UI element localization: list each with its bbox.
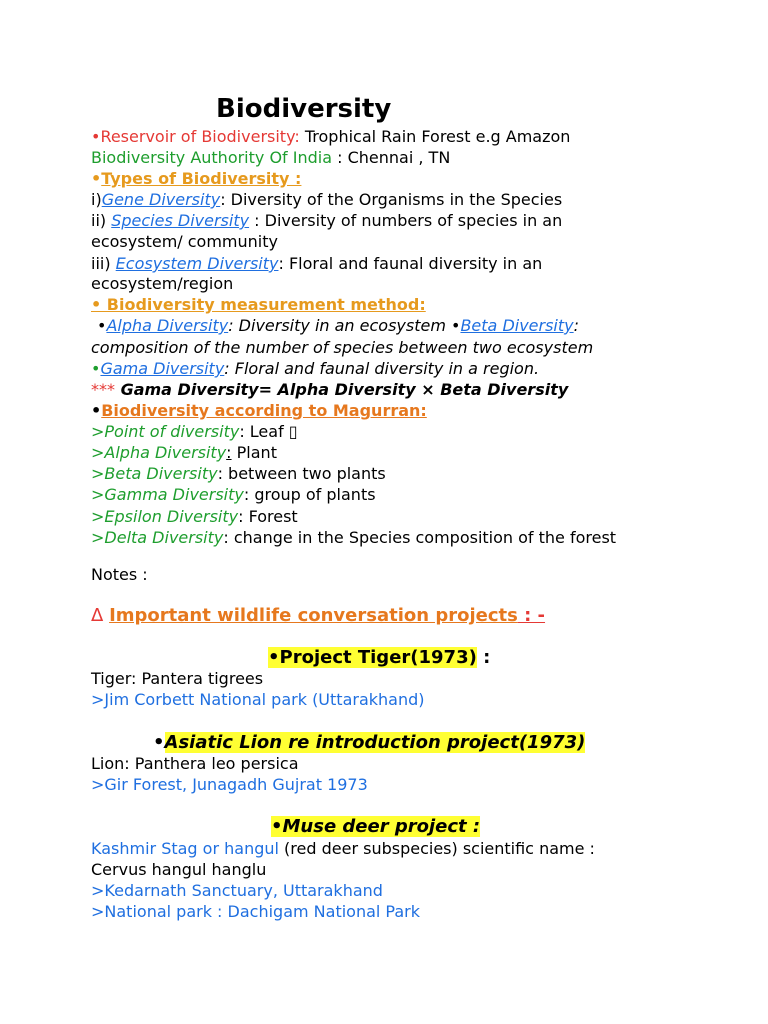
alpha-text: : Diversity in an ecosystem	[228, 316, 452, 335]
hangul-label: Kashmir Stag or hangul	[91, 839, 279, 858]
notes-label: Notes :	[91, 565, 148, 584]
magurran-label: >Gamma Diversity	[91, 485, 244, 504]
sep: :	[239, 422, 245, 441]
bullet: •	[91, 359, 101, 378]
type-item-gene	[91, 190, 562, 210]
sep: :	[226, 443, 232, 462]
alpha-diversity-link[interactable]: Alpha Diversity	[106, 316, 229, 335]
gama-text: : Floral and faunal diversity in a region.	[224, 359, 540, 378]
formula-line	[91, 380, 568, 400]
beta-cont-line: composition of the number of species between two ecosystem	[91, 338, 594, 357]
magurran-label: >Beta Diversity	[91, 464, 218, 483]
projects-heading-tail: : -	[517, 605, 546, 626]
ecosystem-diversity-link[interactable]: Ecosystem Diversity	[115, 254, 279, 273]
sep: :	[243, 485, 250, 504]
project-deer-title	[271, 815, 480, 839]
type-prefix: iii)	[91, 254, 116, 273]
formula-text: Gama Diversity= Alpha Diversity × Beta Diversity	[115, 380, 569, 399]
deer-line4: >National park : Dachigam National Park	[91, 902, 421, 921]
magurran-item	[91, 485, 376, 505]
reservoir-line	[91, 127, 570, 147]
beta-diversity-link[interactable]: Beta Diversity	[460, 316, 574, 335]
tiger-title-colon: :	[476, 647, 491, 668]
magurran-item	[91, 507, 298, 527]
bullet: •	[97, 316, 107, 335]
beta-text: :	[573, 316, 580, 335]
lion-line2: >Gir Forest, Junagadh Gujrat 1973	[91, 775, 368, 794]
deer-line1-text: (red deer subspecies) scientific name :	[278, 839, 595, 858]
sep: :	[238, 507, 244, 526]
type-item-ecosystem	[91, 254, 542, 274]
formula-stars: ***	[91, 380, 115, 399]
sep: :	[223, 528, 229, 547]
magurran-label: >Delta Diversity	[91, 528, 224, 547]
lion-bullet: •	[153, 732, 165, 753]
types-heading	[91, 169, 301, 189]
project-lion-title	[153, 731, 585, 755]
magurran-text: Plant	[231, 443, 277, 462]
deer-title-text: •Muse deer project :	[271, 816, 481, 837]
type-item-ecosystem-cont: ecosystem/region	[91, 274, 234, 293]
tiger-title-text: •Project Tiger(1973)	[268, 647, 477, 668]
reservoir-value: Trophical Rain Forest e.g Amazon	[299, 127, 571, 146]
magurran-item	[91, 422, 298, 442]
magurran-text: Forest	[243, 507, 298, 526]
magurran-item	[91, 528, 616, 548]
magurran-label: >Alpha Diversity	[91, 443, 227, 462]
magurran-heading-text: Biodiversity according to Magurran:	[101, 401, 427, 420]
tiger-line2: >Jim Corbett National park (Uttarakhand)	[91, 690, 425, 709]
tiger-line1: Tiger: Pantera tigrees	[91, 669, 264, 688]
magurran-item	[91, 464, 386, 484]
type-text: : Diversity of the Organisms in the Species	[220, 190, 563, 209]
type-text: : Diversity of numbers of species in an	[249, 211, 563, 230]
deer-line2: Cervus hangul hanglu	[91, 860, 267, 879]
projects-heading	[91, 604, 545, 628]
sep: :	[217, 464, 223, 483]
deer-line1	[91, 839, 595, 859]
alpha-beta-line	[97, 316, 579, 336]
measurement-heading: • Biodiversity measurement method:	[91, 295, 426, 314]
type-text: : Floral and faunal diversity in an	[278, 254, 543, 273]
magurran-text: change in the Species composition of the forest	[228, 528, 617, 547]
gama-line	[91, 359, 539, 379]
type-item-species-cont: ecosystem/ community	[91, 232, 278, 251]
magurran-text: Leaf ▯	[244, 422, 298, 441]
type-prefix: ii)	[91, 211, 112, 230]
magurran-label: >Point of diversity	[91, 422, 240, 441]
gene-diversity-link[interactable]: Gene Diversity	[101, 190, 221, 209]
type-prefix: i)	[91, 190, 102, 209]
types-bullet: •	[91, 169, 102, 188]
types-heading-text: Types of Biodiversity :	[101, 169, 302, 188]
magurran-text: between two plants	[222, 464, 386, 483]
authority-label: Biodiversity Authority Of India	[91, 148, 333, 167]
type-item-species	[91, 211, 562, 231]
authority-value: : Chennai , TN	[332, 148, 451, 167]
projects-heading-text: Important wildlife conversation projects	[109, 605, 518, 626]
reservoir-bullet: •	[91, 127, 101, 146]
magurran-item	[91, 443, 277, 463]
page-title: Biodiversity	[216, 94, 392, 124]
bullet: •	[451, 316, 461, 335]
project-tiger-title	[268, 646, 490, 670]
reservoir-label: Reservoir of Biodiversity:	[100, 127, 300, 146]
gama-diversity-link[interactable]: Gama Diversity	[100, 359, 225, 378]
bullet: •	[91, 401, 102, 420]
magurran-heading	[91, 401, 427, 421]
authority-line	[91, 148, 450, 168]
deer-line3: >Kedarnath Sanctuary, Uttarakhand	[91, 881, 383, 900]
lion-title-text: Asiatic Lion re introduction project(1973)	[164, 732, 586, 753]
delta-icon: Δ	[91, 605, 104, 626]
lion-line1: Lion: Panthera leo persica	[91, 754, 299, 773]
magurran-label: >Epsilon Diversity	[91, 507, 239, 526]
magurran-text: group of plants	[249, 485, 376, 504]
species-diversity-link[interactable]: Species Diversity	[111, 211, 250, 230]
